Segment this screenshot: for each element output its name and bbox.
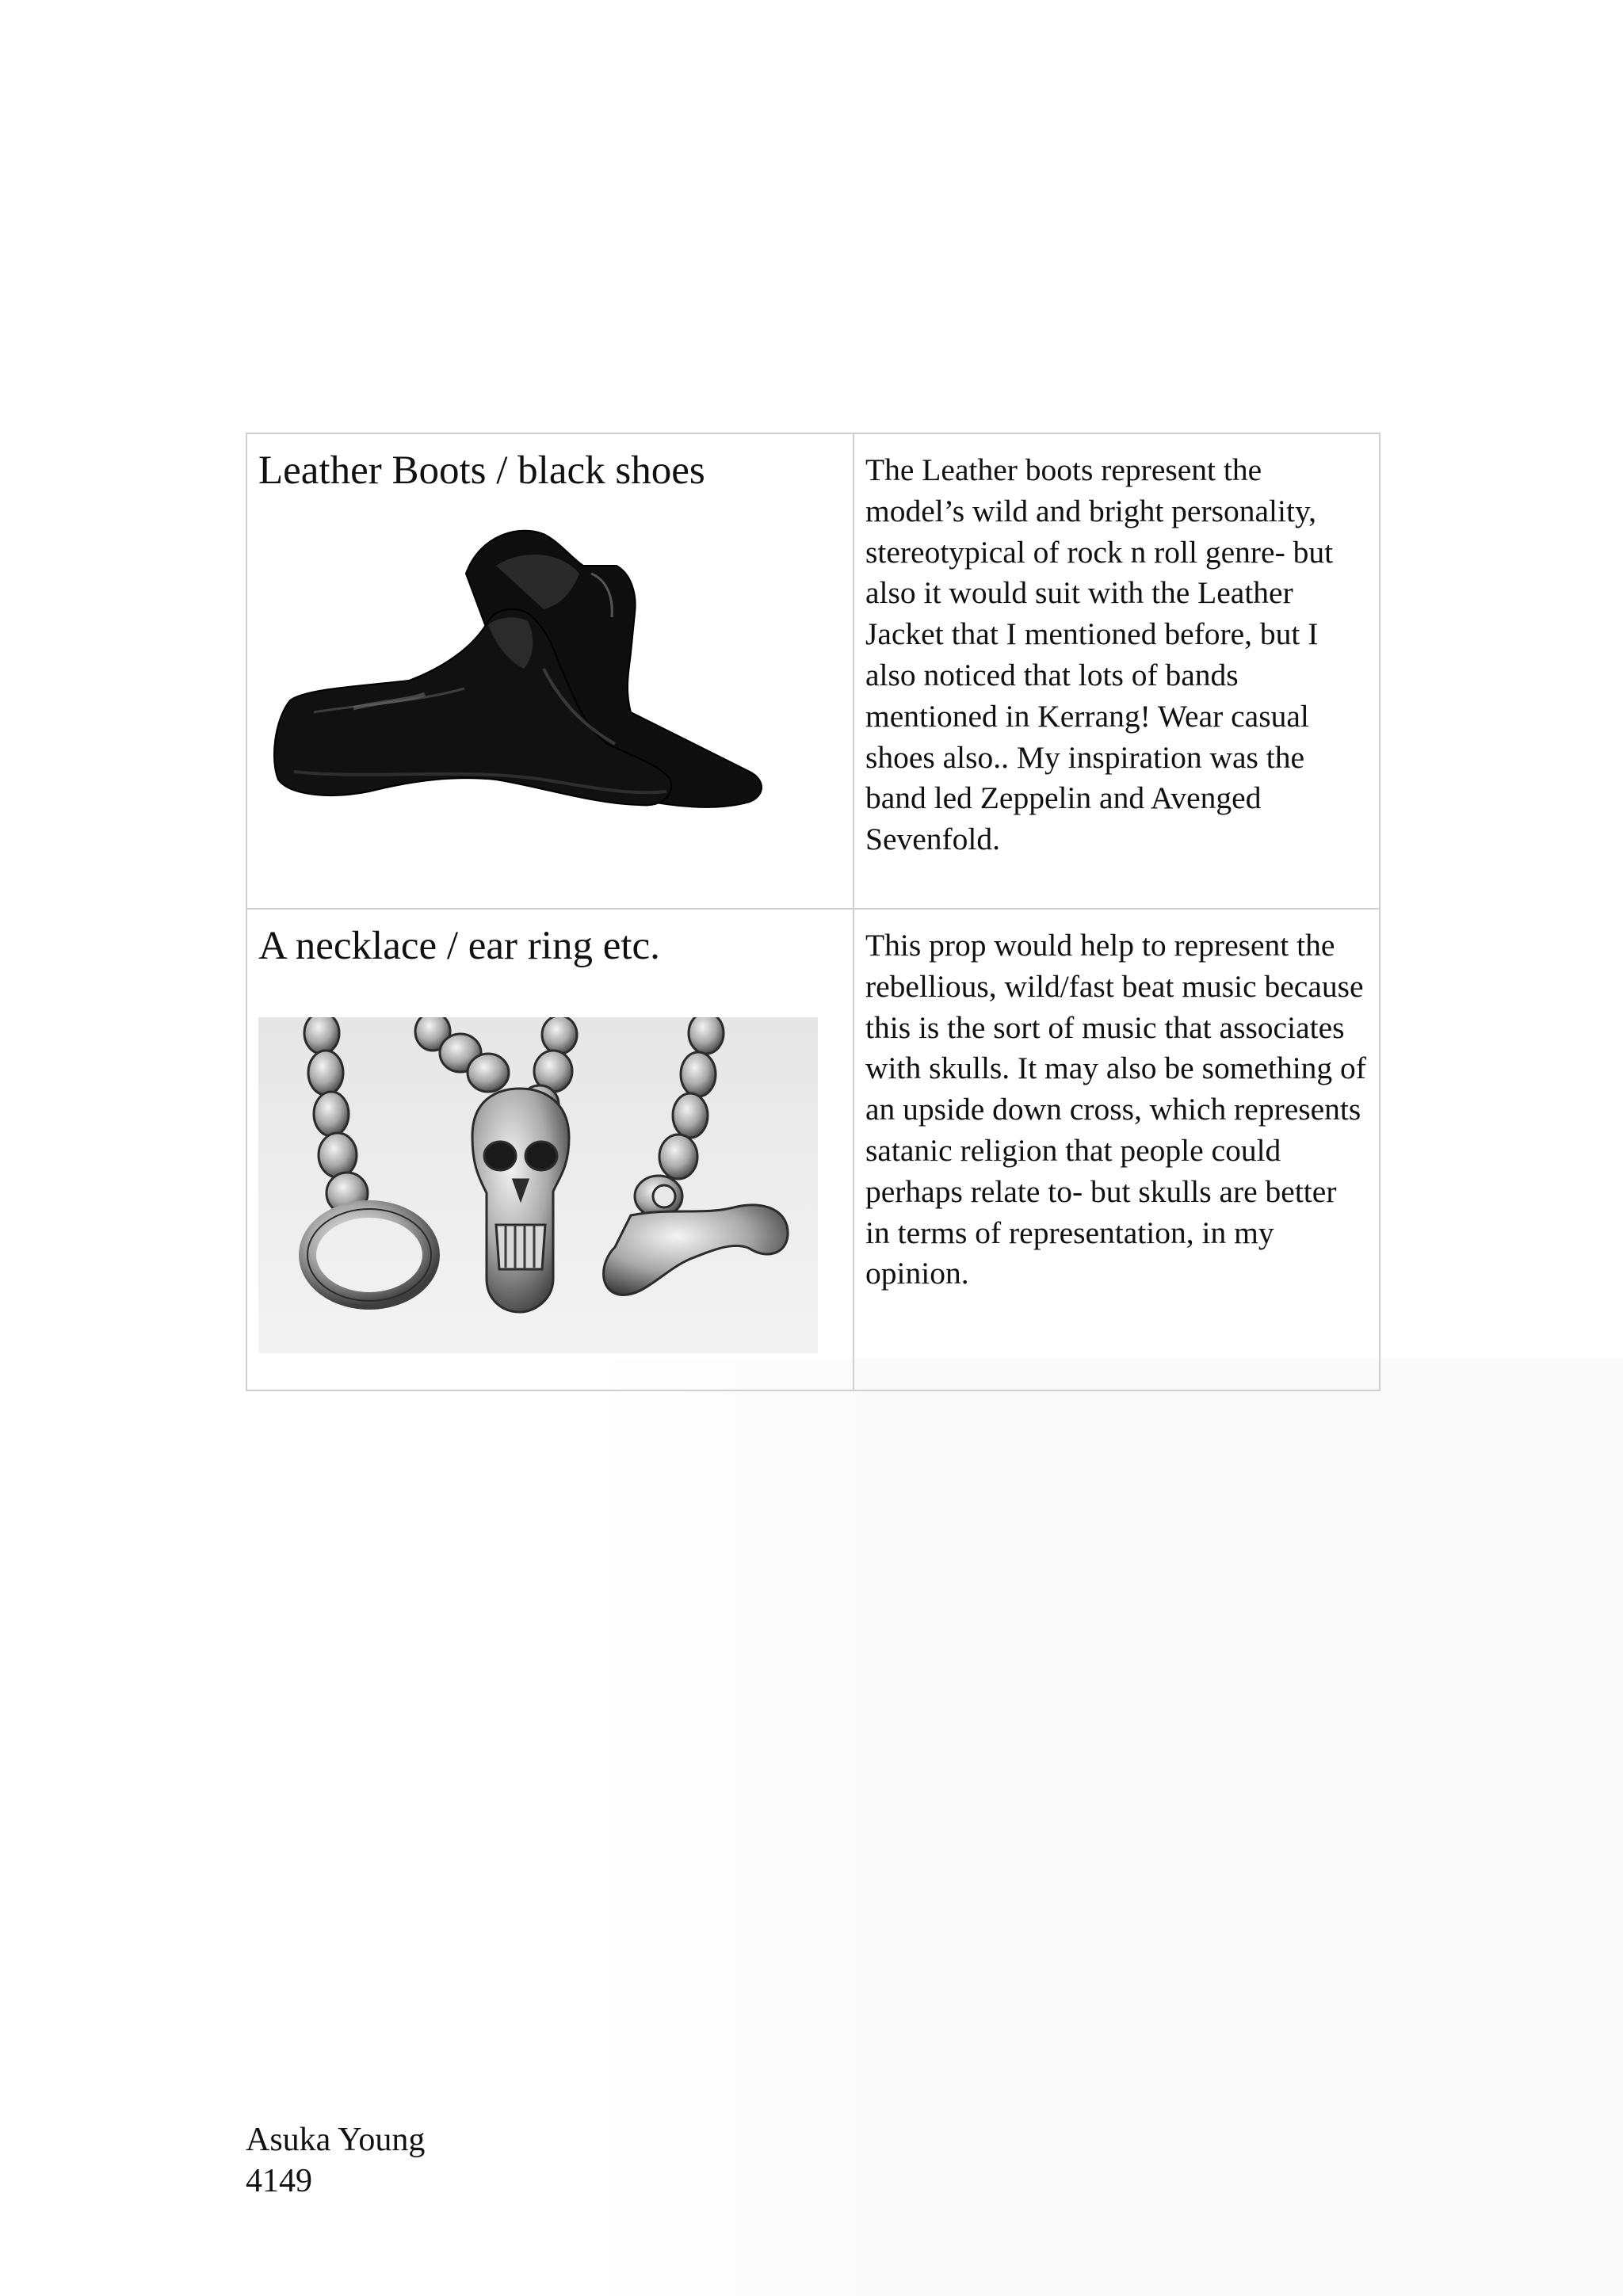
black-shoes-image bbox=[258, 518, 766, 819]
table-row bbox=[246, 433, 1380, 909]
skull-necklace-image bbox=[258, 1017, 818, 1353]
item-heading: Leather Boots / black shoes bbox=[258, 448, 705, 493]
item-cell bbox=[246, 909, 854, 1390]
author-number: 4149 bbox=[246, 2163, 312, 2199]
item-description: The Leather boots represent the model’s wild and bright personality, stereotypical of rock n roll genre- but also it would suit with the Leather Jacket that I mentioned before, but I also noticed that lots of bands mentioned in Kerrang! Wear casual shoes also.. My inspiration was the band led Zeppelin and Avenged Sevenfold. bbox=[865, 452, 1334, 857]
table-row bbox=[246, 909, 1380, 1390]
props-table bbox=[246, 433, 1381, 1391]
author-name: Asuka Young bbox=[246, 2122, 426, 2158]
author-footer bbox=[246, 2119, 425, 2202]
item-heading: A necklace / ear ring etc. bbox=[258, 924, 660, 968]
description-cell bbox=[854, 433, 1380, 909]
item-description: This prop would help to represent the rebellious, wild/fast beat music because this is the sort of music that associates with skulls. It may also be something of an upside down cross, which represents satanic religion that people could perhaps relate to- but skulls are better in terms of representation, in my opinion. bbox=[865, 928, 1366, 1291]
page-background bbox=[586, 1359, 1623, 2296]
item-cell bbox=[246, 433, 854, 909]
description-cell bbox=[854, 909, 1380, 1390]
